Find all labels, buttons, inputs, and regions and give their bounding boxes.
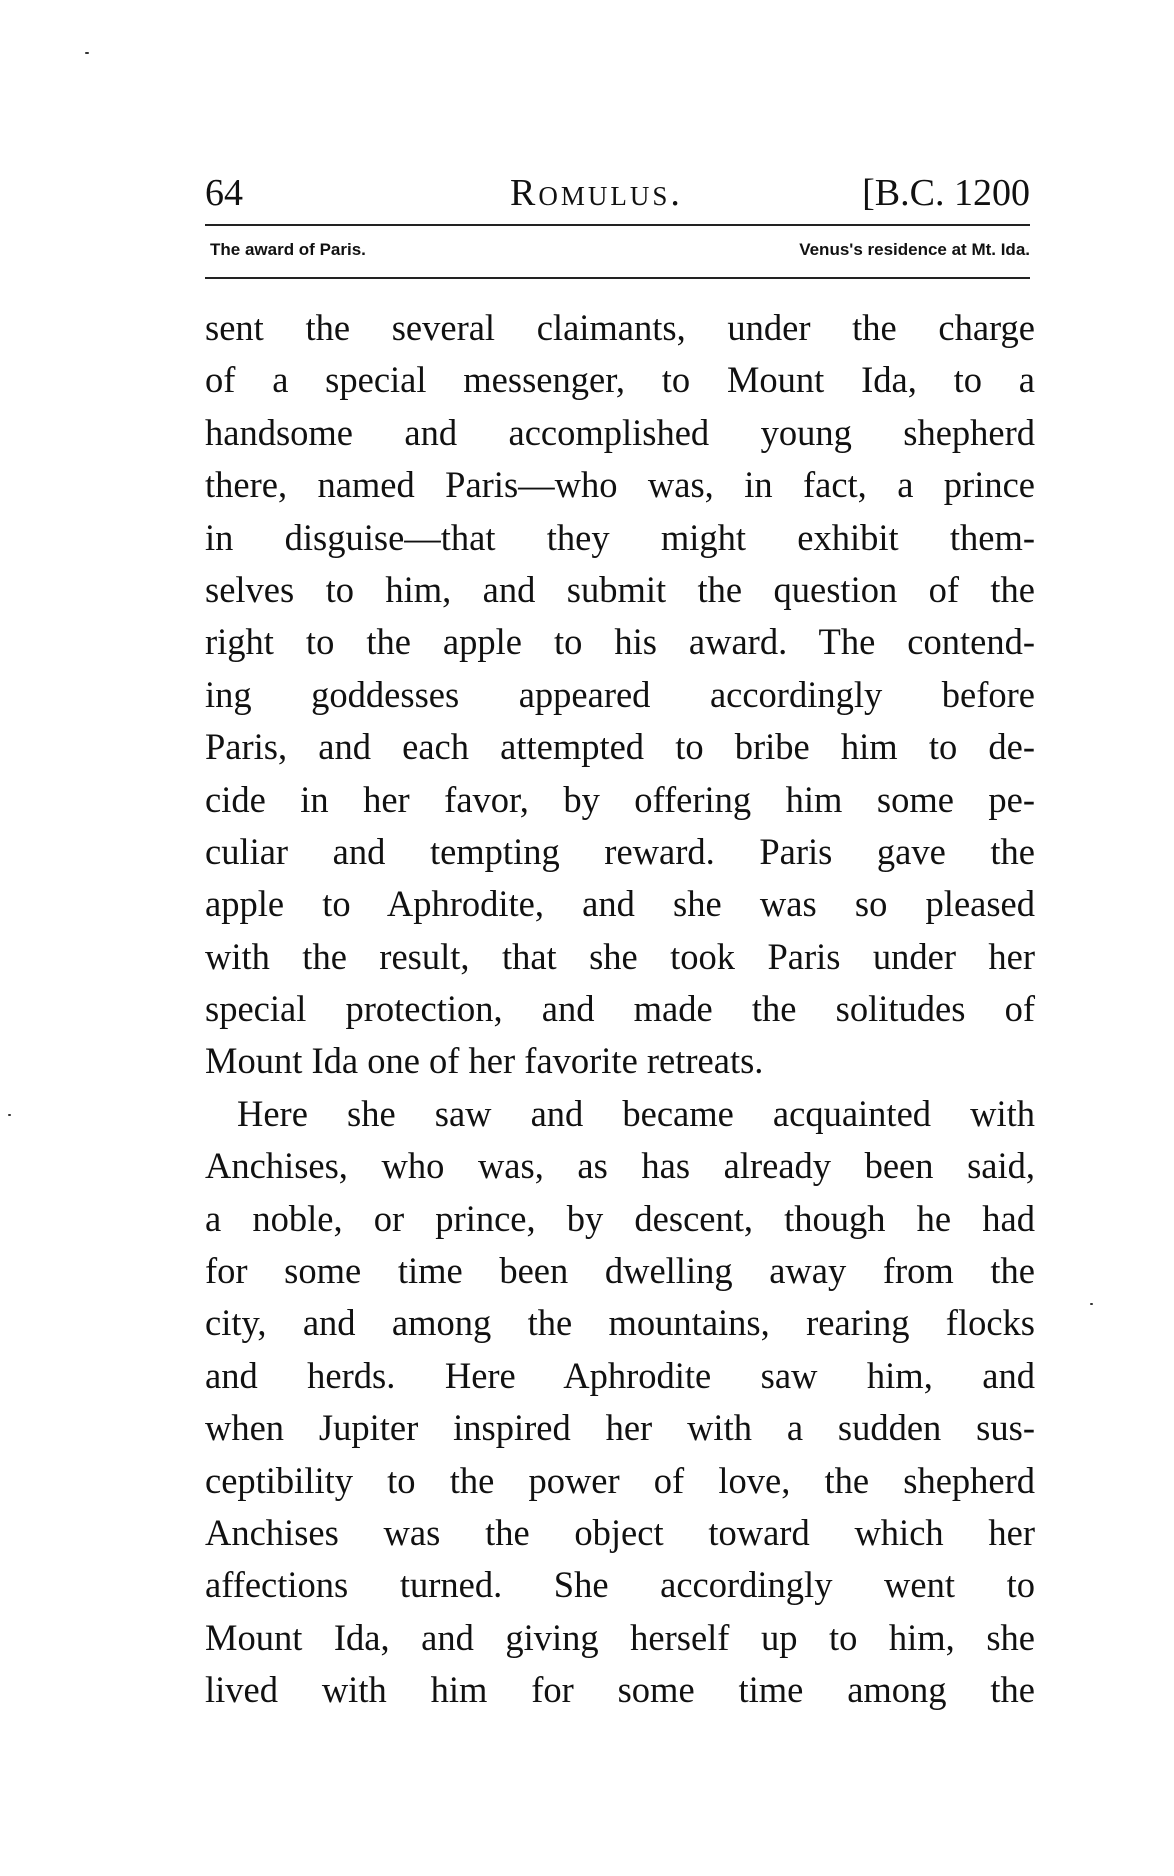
text-line: and herds. Here Aphrodite saw him, and [205, 1354, 1035, 1396]
running-head [205, 168, 1030, 218]
scan-speck [8, 1114, 11, 1116]
scan-speck [85, 52, 89, 54]
text-line: cide in her favor, by offering him some pe- [205, 778, 1035, 820]
text-line: Anchises, who was, as has already been said, [205, 1145, 1035, 1187]
text-line: special protection, and made the solitudes of [205, 988, 1035, 1030]
text-line: lived with him for some time among the [205, 1669, 1035, 1711]
page-number: 64 [205, 172, 243, 214]
text-line: handsome and accomplished young shepherd [205, 411, 1035, 453]
sidenote-left: The award of Paris. [210, 240, 366, 259]
text-line: right to the apple to his award. The contend- [205, 621, 1035, 663]
text-line: a noble, or prince, by descent, though he had [205, 1197, 1035, 1239]
text-line: with the result, that she took Paris under her [205, 935, 1035, 977]
header-rule-top [205, 224, 1030, 226]
text-line: Mount Ida, and giving herself up to him, she [205, 1616, 1035, 1658]
text-line: in disguise—that they might exhibit them- [205, 516, 1035, 558]
date-reference: [B.C. 1200 [862, 172, 1030, 214]
text-line: Mount Ida one of her favorite retreats. [205, 1040, 764, 1082]
text-line: of a special messenger, to Mount Ida, to a [205, 359, 1035, 401]
text-line: ceptibility to the power of love, the shepherd [205, 1459, 1035, 1501]
text-line: for some time been dwelling away from the [205, 1250, 1035, 1292]
scan-speck [1090, 1303, 1093, 1305]
text-line: Anchises was the object toward which her [205, 1511, 1035, 1553]
text-line: selves to him, and submit the question of the [205, 568, 1035, 610]
book-title: Romulus. [510, 172, 683, 214]
text-line: when Jupiter inspired her with a sudden sus- [205, 1407, 1035, 1449]
body-text [205, 302, 1035, 1717]
text-line: apple to Aphrodite, and she was so pleased [205, 883, 1035, 925]
text-line: ing goddesses appeared accordingly before [205, 673, 1035, 715]
text-line: Here she saw and became acquainted with [237, 1092, 1035, 1134]
text-line: Paris, and each attempted to bribe him to de- [205, 726, 1035, 768]
text-line: affections turned. She accordingly went to [205, 1564, 1035, 1606]
text-line: city, and among the mountains, rearing flocks [205, 1302, 1035, 1344]
sidenote-right: Venus's residence at Mt. Ida. [799, 240, 1030, 259]
text-line: there, named Paris—who was, in fact, a prince [205, 464, 1035, 506]
header-rule-bottom [205, 277, 1030, 279]
text-line: culiar and tempting reward. Paris gave the [205, 830, 1035, 872]
text-line: sent the several claimants, under the charge [205, 307, 1035, 348]
